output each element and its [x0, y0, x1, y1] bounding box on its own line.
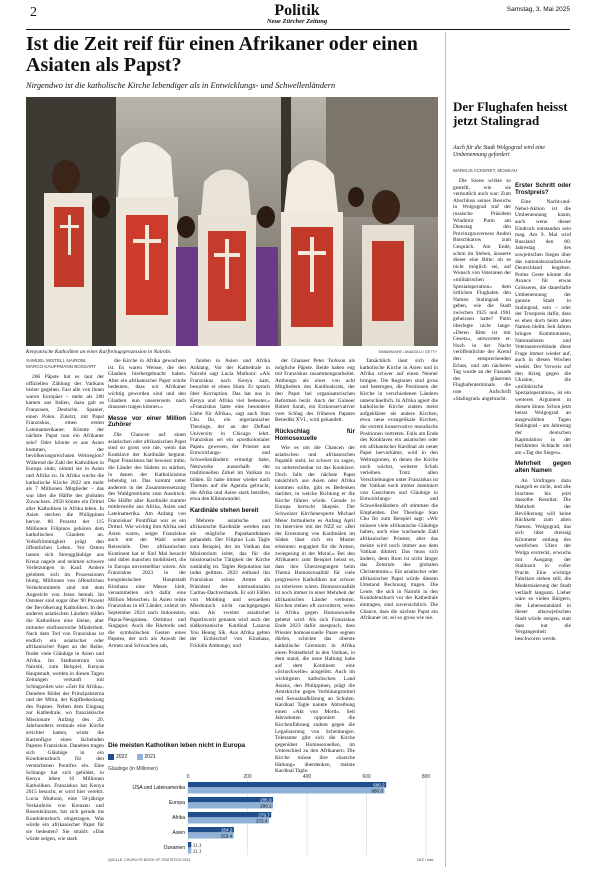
chart-title: Die meisten Katholiken leben nicht in Europa — [108, 742, 246, 749]
bar-2021 — [188, 788, 384, 794]
data-label: 154.2 — [220, 827, 233, 833]
article-column-3 — [190, 358, 270, 740]
sidebar-byline: MARKUS ACKERET, MOSKAU — [453, 168, 518, 173]
category-label: Ozeanien — [163, 845, 185, 851]
page-header — [0, 0, 594, 28]
x-tick-label: 0 — [186, 774, 190, 780]
chart-source: QUELLE: CHURCH'S BOOK OF STATISTICS 2024 — [108, 858, 191, 862]
sidebar-column-2 — [515, 178, 571, 866]
article-subtitle: Nirgendwo ist die katholische Kirche lebendiger als in Entwicklungs- und Schwellenländern — [26, 81, 336, 90]
x-tick-label: 400 — [302, 774, 312, 780]
legend-label-2022: 2022 — [116, 754, 128, 760]
byline: SAMUEL MISTELI, NAIROBI, MARCO KAUFFMANN BOSSART — [26, 358, 97, 369]
article-headline: Ist die Zeit reif für einen Afrikaner oder einen Asiaten als Papst? — [26, 33, 418, 76]
data-label: 11.1 — [192, 848, 202, 854]
chart-unit: Gläubige (in Millionen) — [108, 766, 158, 772]
bar-2022 — [188, 842, 191, 848]
data-label: 666.2 — [373, 782, 385, 788]
newspaper-name: Neue Zürcher Zeitung — [266, 18, 328, 25]
sidebar-headline: Der Flughafen heisst jetzt Stalingrad — [453, 99, 568, 128]
header-rule — [26, 29, 570, 30]
category-label: Europa — [168, 800, 185, 806]
sidebar-column-1 — [453, 178, 511, 866]
bar-chart — [108, 742, 438, 867]
legend-swatch-2021 — [137, 754, 143, 760]
data-label: 279.7 — [258, 812, 270, 818]
x-tick-label: 200 — [243, 774, 252, 780]
data-label: 153.4 — [220, 833, 233, 839]
subheading: Kardinäle stehen bereit — [190, 507, 259, 515]
x-tick-label: 800 — [421, 774, 431, 780]
photo-credit: SIMBARASHE / ANADOLU / GETTY — [378, 350, 437, 354]
column-text: 266 Päpste hat es laut der offiziellen Zählung des Vatikans bisher gegeben. Fast alle von ihnen waren Europäer – mehr als 200 kamen aus Italien, dazu gab es Franzosen, Deutsche, Spanier, einen Polen. Zuletzt, mit Papst Franziskus, einen ersten Lateinamerikaner. Könnte der nächste Papst nun ein Afrikaner sein? Oder könnte er aus Asien kommen, der bevölkerungsreichsten Weltregion? Während die Zahl der Katholiken in Europa sinkt, nimmt sie in Asien und Afrika zu. In Afrika wuchs die katholische Kirche 2022 um mehr als 7 Millionen Mitglieder – das war über die Hälfte des globalen Zuwachses. 2050 könnte ein Drittel aller Katholiken in Afrika leben. In Asien stechen die Philippinen hervor. 80 Prozent der 115 Millionen Filipinos gehören dem katholischen Glauben an. Volksfrömmigkeit prägt den öffentlichen Leben. Vor Ostern lassen sich Strenggläubige ans Kreuz nageln und nehmen schwere Verletzungen in Kauf. Andere gelobten sich im Prozessionen blutig. Millionen von öffentlichen Verkehrsmitteln sind mit dem Angesicht von Jesus bemalt. Im Oststeer sind sogar über 90 Prozent der Bevölkerung Katholiken. In den anderen asiatischen Ländern bilden die Katholiken eine kleine, aber mitunter einflussreiche Minderheit. Nach dem Tod von Franziskus ist endlich ein asiatischer oder afrikanischer Papst an der Reihe, findet viele Gläubige in Asien und Afrika. Im Stadtzentrum von Nairobi, zum Beispiel, Kenyas Hauptstadt, werden in diesen Tagen Zeitungen verkauft mit Schlagzeilen wie: «Zeit für Afrika». Daneben Bilder der Prinzipalsterna und der Mitra, der Kopfbedeckung des Papstes. Neben dem Eingang zur Kathedrale, wo franziskische Missionare Anfang des 20. Jahrhunderts erstmals eine Kirche errichtet hatten, winkt die Kartonfigur eines lächelnden Papstes Franziskus. Daneben tragen sich Gläubige in ein Kondolenzbuch für den verstorbenen Pontifex ein. Eine Schlange hat sich gebildet, in Kenya leben 10 Millionen Katholiken. Franziskus hat Kenya 2015 besucht, er wird hier verehrt. Lucia Muthoni, eine 50-jährige Verkäuferin von Kreuzen und Rosenkränzen, hat sich gerade ins Kondolenzbuch eingetragen. Was würde ein afrikanischer Papst für sie bedeuten? Sie strahlt: «Das würde zeigen, wie stark — [26, 374, 104, 842]
article-column-1 — [26, 358, 104, 866]
issue-date: Samstag, 3. Mai 2025 — [506, 6, 570, 13]
column-divider — [445, 32, 446, 867]
legend-swatch-2022 — [108, 754, 114, 760]
article-photo — [26, 97, 438, 346]
column-text: Wie es um die Chancen der asiatischen und afrikanischen Papabili steht, ist schwer zu sagen, zu unberechenbar ist das Konklave. Doch falls der nächste Papst tatsächlich aus Asien oder Afrika kommen sollte, gibt es Bedenken darüber, in welche Richtung er die Kirche führen würde. Gerade in Europa herrscht Skepsis. Der Schweizer Kirchenexperte Michael Meier formulierte es Anfang April im Interview mit der NZZ so: «Bei der Ernennung von Kardinälen im Süden lässt sich ein Muster erkennen: engagiert für die Armen, zwiegesing in der Moral.» Bei den Afrikanern zum Beispiel heisst es, dass ihre Überzeugungen beim Thema Homosexualität für viele progressive Katholiken nur schwer zu tolerieren wären. Homosexualität ist noch immer in einer Mehrheit der afrikanischen Länder verboten. Kirchen stehen oft zuvorderst, wenn in Afrika gegen Homosexuelle gehetzt wird. Als sich Franziskus Ende 2023 dafür aussprach, dass Priester homosexuelle Paare segnen dürfen, schickte das oberste katholische Gremium in Afrika einen Protestbrief in den Vatikan, in dem stand, die neue Haltung habe auf dem Kontinent eine «Schockwelle» ausgelöst. Auch im wichtigsten katholischen Land Asiens, den Philippinen, prägt die Amtskirche gegen Verhütungsmittel und Sexualaufklärung an Schulen. Kardinal Tagle nannte Abtreibung einen «Akt von Mord». Seit Jahrzehnten opponiert die Kirchenführung zudem gegen die Legalisierung von Scheidungen. Toleranter gibt sich die Kirche gegenüber Homosexuellen, im Unterschied zu den Afrikanern. Die Kirche müsse ihre «barsche Haltung» überdenken, meinte Kardinal Tagle. — [275, 445, 355, 775]
column-text: An Umfragen dazu mangelt es nicht, und alle brachten bis jetzt dasselbe Resultat: Die Mehrheit der Bevölkerung will keine Rückkehr zum alten Namen. Wolgograd, das sich über dreissig Kilometer entlang des westlichen Ufers der Wolga erstreckt, erwuchs mit Ausgang der Stalinzeit in voller Pracht. Eine wichtige Fabriken stehen still, die Modernisierung der Stadt verläuft langsam. Lieber wäre es vielen Bürgern, der Lebensstandard in dieser altsowjetischen Stadt würde steigen, statt dass nur die Vergangenheit beschworen werde. — [515, 477, 571, 642]
bar-2022 — [188, 782, 386, 788]
column-text: der Ghanaer Peter Turkson als mögliche Päpste. Beide haben eng mit Franziskus zusammengearbeitet. Ambongo als einer von acht Mitgliedern des Kardinalsrats, der den Papst bei organisatorischen Reformen berät. Auch der Guineer Robert Sarah, ein Erzkonservativer vom Schlag des früheren Papstes Benedikt XVI., wird gehandelt. — [275, 358, 355, 424]
bar-2021 — [188, 848, 191, 854]
data-label: 285.9 — [260, 797, 272, 803]
column-text: Eine Nacht-und-Nebel-Aktion ist die Umbenennung kaum, auch wenn dieser Eindruck entstanden sein mag. Am 9. Mai wird Russland den 80. Jahrestag des sowjetischen Sieges über das nationalsozialistische Deutschland begehen. Putins Geste könnte die Avance für etwas Grösseres, die dauerhafte Umbenennung der ganzen Stadt in Stalingrad, sein – oder der Trostpreis dafür, dass es eben doch beim alten Namen bleibt. Seit Jahren bringen Kommunisten, Nationalisten und Veteranenverbände diese Frage immer wieder auf, auch in diesen Wochen wieder. Der Verweis auf den Krieg gegen die Ukraine, die «militärische Spezialoperation», ist ein weiteres Argument in diesem Sinne. Schon jetzt heisst Wolgograd an ausgewählten Tagen Stalingrad – am Jahrestag der deutschen Kapitulation in der berühmten Schlacht und am «Tag des Sieges». — [515, 199, 571, 456]
column-text: Die Szene wirkte so gestellt, wie sie vermutlich auch war: Zum Abschluss seines Besuchs in Wolgograd traf der russische Präsident Wladimir Putin am Dienstag den Provinzgouverneur Andrei Botschkarow zum Gespräch. Am Ende, schon im Stehen, äusserte dieser eine Bitte: ob es nicht möglich sei, auf Wunsch von Veteranen der «militärischen Spezialoperation» dem örtlichen Flughafen den Namen Stalingrad zu geben, wie die Stadt zwischen 1925 und 1961 geheissen hatte? Putin überlegte nicht lange. «Deren Bitte ist mir Gesetz», antwortete er. Noch in der Nacht veröffentlichte der Kreml den entsprechenden Erlass, und am nächsten Tag wurde an der Fassade des gläsernen Flughafenterminals die rote Aufschrift «Stalingrad» angebracht. — [453, 178, 511, 402]
category-label: USA und Lateinamerika — [132, 785, 185, 791]
photo-caption: Kenyanische Katholiken an einer Karfreitagsprozession in Nairobi. — [26, 349, 172, 355]
column-text: Tatsächlich lässt sich die katholische Kirche in Asien und in Afrika schwer auf einen Nenner bringen. Die Regionen sind gross und heterogen, die Positionen der Kirche in verschiedenen Ländern unterschiedlich. In Afrika agiert die katholische Kirche zudem meist aufgeklärter als andere Kirchen, etwa neue evangelikale Kirchen, die extrem konservative moralische Positionen vertreten. Falls am Ende des Konklaves ein asiatischer oder ein afrikanischer Kardinal als neuer Papst hervorkäme, wird in den Weltregionen, in denen die Kirche noch wächst, weiterer Schub verleihen. Trotz allen Verschiebungen unter Franziskus ist der Vatikan noch immer dominiert von Gesichtern und Gläubige in Entwicklungs- und Schwellenländern oft stimmen die Emphelden. Der Theologe Stan Chu Ilo zum Beispiel sagt: «Wir müssen viele afrikanische Gläubige haben, auch eine wachsende Zahl afrikanischer Priester, aber das meiste wird noch immer aus dem Vatikan diktiert. Das muss sich ändern, denn Rom ist nicht länger das Zentrum des globalen Christentums.» Ein asiatischer oder afrikanischer Papst würde diesem Umstand Rechnung tragen. Die Leute, die sich in Nairobi in den Kondolenzbuch vor der Kathedrale eintragen, sind zuversichtlich. Die Chance, dass die nächste Papst ein Afrikaner ist, sei so gross wie nie. — [360, 358, 438, 622]
column-text: Die Chancen auf einen asiatischen oder afrikanischen Papst sind so gross wie nie, wenn das Konklave der Kardinäle beginnt. Papst Franziskus hat bewusst mitte, die Länder des Südens zu stärken, in denen der Katholizismus lebendig ist. Das kommt unter anderem in der Zusammensetzung des Wahlgremiums zum Ausdruck: Die Hälfte aller Kardinäle stammt mittlerweile aus Afrika, Asien und Lateinamerika. Am Anfang von Franziskus' Pontifikat war es ein Drittel. Wie wichtig ihm Afrika und Asien waren, zeigte Franziskus auch mit der Wahl seiner Reiseziele. Den afrikanischen Kontinent hat er fünf Mal besucht und dabei manchen mobilisiert, die in Europa unvorstellbar wären. Als Franziskus 2023 in der kongolesischen Hauptstadt Kinshasa eine Messe hielt, versammelten sich dafür eine Million Menschen. In Asien reiste Franziskus in elf Länder, zuletzt im September 2024 nach Indonesien, Papua-Neuguinea, Osttimor und Singapur. Auch die Rhetorik und die symbolischen Gesten eines Papstes, der sich als Anwalt der Armen und Schwachen sah, — [108, 431, 186, 649]
column-text: die Kirche in Afrika gewachsen ist. Es waren Weisse, die den Glauben hierhergebracht haben. Aber ein afrikanischer Papst würde bedeuten, dass wir Afrikaner wichtig geworden sind und den Glauben nun unsererseits nach draussen tragen können.» — [108, 358, 186, 411]
data-label: 11.1 — [192, 842, 202, 848]
x-tick-label: 600 — [362, 774, 371, 780]
data-label: 660.3 — [371, 788, 383, 794]
section-title: Politik — [274, 2, 320, 19]
chart-legend — [108, 754, 164, 760]
category-label: Asien — [172, 830, 185, 836]
category-label: Afrika — [172, 815, 185, 821]
data-label: 272.4 — [256, 818, 268, 824]
chart-credit: NZZ / stiw. — [417, 858, 434, 862]
page-number: 2 — [30, 5, 37, 20]
sidebar-subtitle: Auch für die Stadt Wolgograd wird eine Umbenennung gefordert — [453, 145, 545, 158]
subheading: Mehrheit gegen alten Namen — [515, 460, 571, 474]
subheading: Messe vor einer Million Zuhörer — [108, 414, 186, 429]
column-text: fanden in Asien und Afrika Anklang. Vor der Kathedrale in Nairobi sagt Lucia Muthoni: «Als Franziskus nach Kenya kam, besuchte er einen Slum. Er sprach über Korruption. Das hat uns in Kenya und Afrika viel bedeutet.» «Franziskus hatte eine besondere Liebe für Afrika», sagt auch Stan Chu Ilo, ein nigerianischer Theologe, der an der DePaul University in Chicago lehrt. Franziskus sei ein «postkolonialer Papst» gewesen, der Priester aus Entwicklungs- und Schwellenländern ermutigt habe, Netzwerke ausserhalb der traditionellen Zirkel im Vatikan zu bilden. Er habe immer wieder nach Themen auf die Agenda gebracht, die Afrika und Asien stark beträfen, etwa den Klimawandel. — [190, 358, 270, 503]
subheading: Rückschlag für Homosexuelle — [275, 427, 355, 442]
procession-photo — [26, 97, 438, 346]
subheading: Erster Schritt oder Trostpreis? — [515, 182, 571, 196]
article-column-2 — [108, 358, 186, 740]
legend-label-2021: 2021 — [144, 754, 156, 760]
column-text: Mehrere asiatische und afrikanische Kardinäle werden nun als mögliche Papstkandidaten gehandelt. Der Filipino Luis Tagle zum Beispiel, der im Vatikan das Ministerium leitet, das für die missionarische Tätigkeit der Kirche zuständig ist. Tagles Reputation hat indes gelitten. 2022 entband ihn Franziskus seines Amtes als Präsident des internationalen Caritas-Dachverbands. Er soll Fällen von Mobbing und sexuellem Missbrauch nicht nachgegangen sein. Als zweiter asiatischer Papstfavorit genannt wird auch der südkoreanische Kardinal Lazarus You Heung Sik. Aus Afrika gelten der Erzbischof von Kinshasa, Fridolin Ambongo, und — [190, 517, 270, 649]
data-label: 286.1 — [260, 803, 272, 809]
chart-plot — [108, 772, 438, 858]
